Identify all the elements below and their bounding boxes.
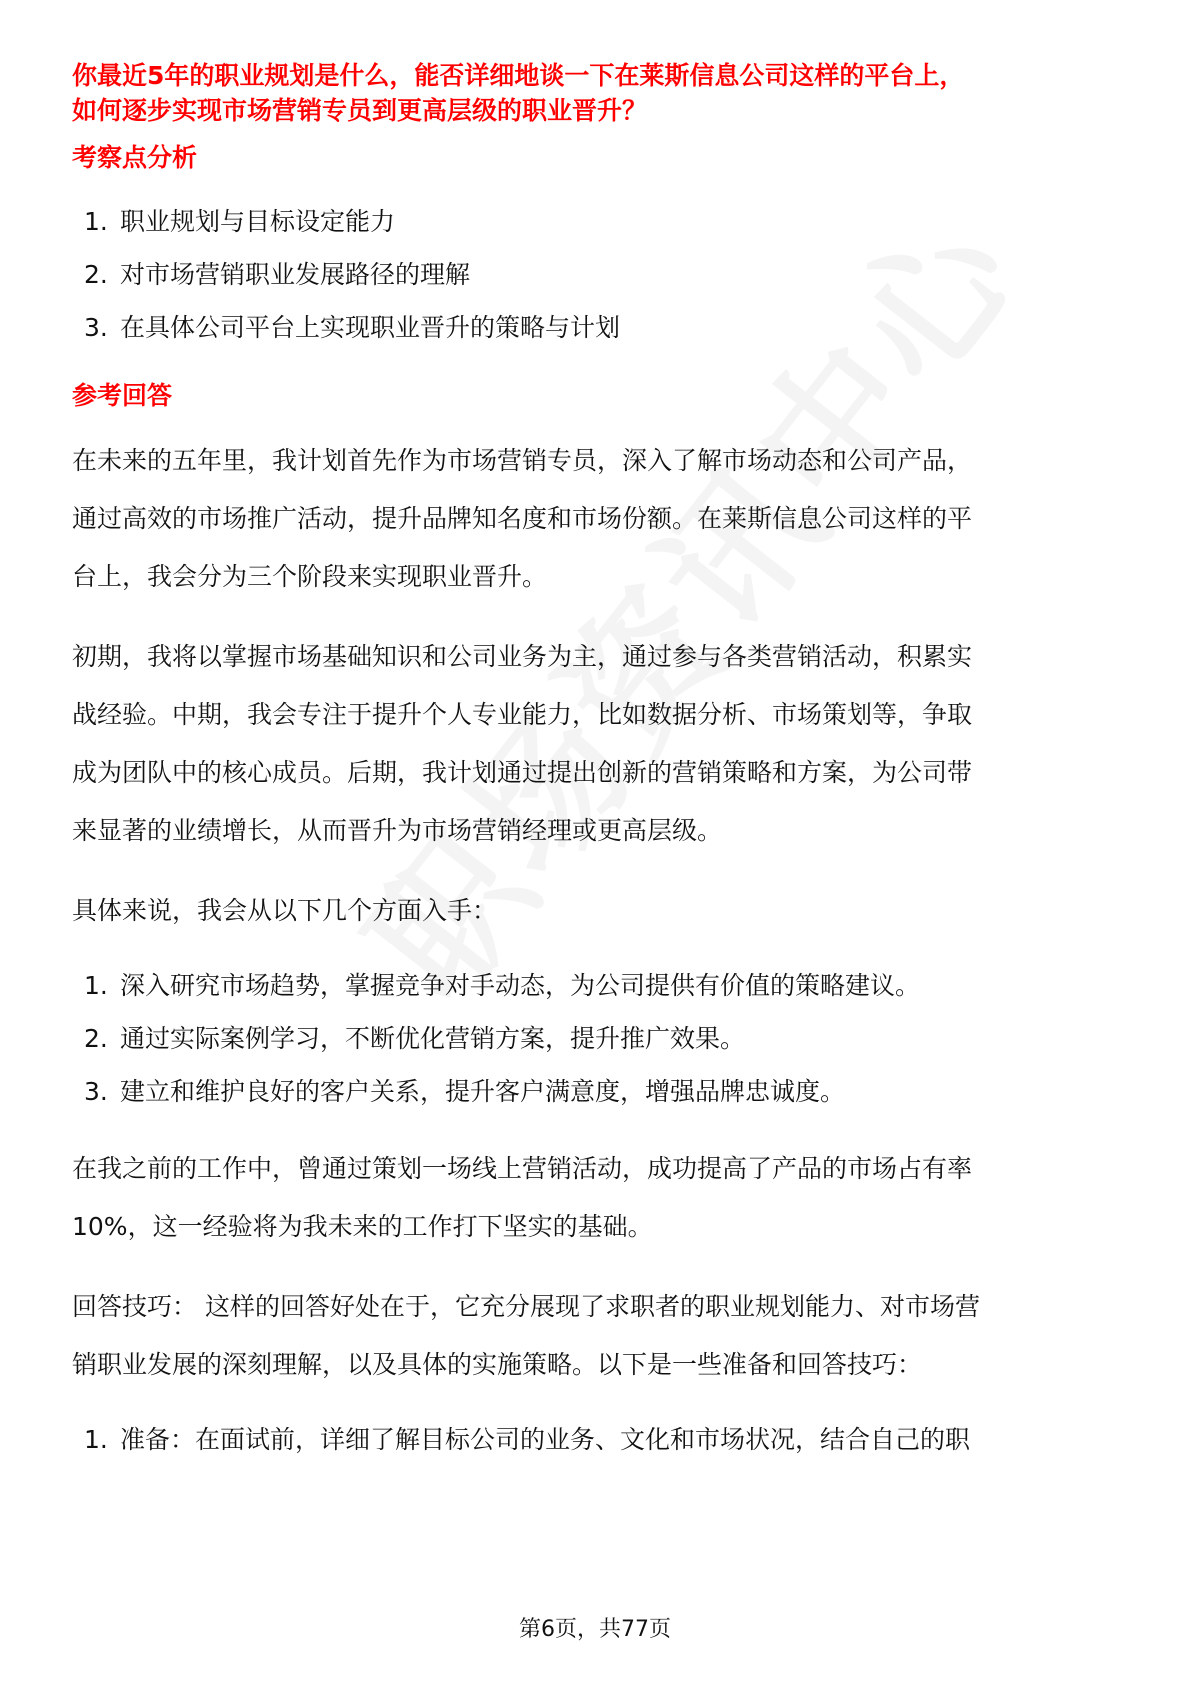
paragraph-line: 10%，这一经验将为我未来的工作打下坚实的基础。 — [72, 1212, 653, 1241]
tips-paragraph — [72, 1278, 1122, 1394]
list-item-text: 建立和维护良好的客户关系，提升客户满意度，增强品牌忠诚度。 — [120, 1077, 846, 1106]
paragraph-line: 在我之前的工作中，曾通过策划一场线上营销活动，成功提高了产品的市场占有率 — [72, 1154, 973, 1183]
question-line-2: 如何逐步实现市场营销专员到更高层级的职业晋升？ — [72, 96, 648, 125]
paragraph-line: 在未来的五年里，我计划首先作为市场营销专员，深入了解市场动态和公司产品， — [72, 446, 973, 475]
answer-intro-paragraph — [72, 432, 1122, 606]
list-number: 1. — [84, 1425, 108, 1454]
list-number: 3. — [84, 1077, 108, 1106]
list-item — [72, 968, 1122, 1004]
page-number: 第6页，共77页 — [519, 1617, 671, 1642]
specific-intro: 具体来说，我会从以下几个方面入手： — [72, 896, 498, 925]
list-item — [72, 310, 1122, 346]
list-item — [72, 257, 1122, 293]
paragraph-line: 战经验。中期，我会专注于提升个人专业能力，比如数据分析、市场策划等，争取 — [72, 700, 973, 729]
list-number: 3. — [84, 313, 108, 342]
question-line-1: 你最近5年的职业规划是什么，能否详细地谈一下在莱斯信息公司这样的平台上， — [72, 61, 965, 90]
list-number: 1. — [84, 207, 108, 236]
list-item-text: 对市场营销职业发展路径的理解 — [120, 260, 471, 289]
list-item-text: 准备：在面试前，详细了解目标公司的业务、文化和市场状况，结合自己的职 — [120, 1425, 971, 1454]
analysis-heading: 考察点分析 — [72, 143, 198, 172]
list-item — [72, 204, 1122, 240]
list-item — [72, 1074, 1122, 1110]
paragraph-line: 台上，我会分为三个阶段来实现职业晋升。 — [72, 562, 548, 591]
document-body — [72, 58, 1122, 1458]
paragraph-line: 成为团队中的核心成员。后期，我计划通过提出创新的营销策略和方案，为公司带 — [72, 758, 973, 787]
tips-list — [72, 1422, 1122, 1458]
paragraph-line: 通过高效的市场推广活动，提升品牌知名度和市场份额。在莱斯信息公司这样的平 — [72, 504, 973, 533]
paragraph-line: 初期，我将以掌握市场基础知识和公司业务为主，通过参与各类营销活动，积累实 — [72, 642, 973, 671]
list-number: 2. — [84, 260, 108, 289]
list-item-text: 在具体公司平台上实现职业晋升的策略与计划 — [120, 313, 621, 342]
analysis-list — [72, 204, 1122, 346]
list-number: 1. — [84, 971, 108, 1000]
answer-stages-paragraph — [72, 628, 1122, 860]
paragraph-line: 回答技巧： 这样的回答好处在于，它充分展现了求职者的职业规划能力、对市场营 — [72, 1292, 980, 1321]
list-number: 2. — [84, 1024, 108, 1053]
question-title — [72, 58, 1122, 128]
list-item — [72, 1021, 1122, 1057]
specific-list — [72, 968, 1122, 1110]
paragraph-line: 来显著的业绩增长，从而晋升为市场营销经理或更高层级。 — [72, 816, 723, 845]
list-item-text: 深入研究市场趋势，掌握竞争对手动态，为公司提供有价值的策略建议。 — [120, 971, 921, 1000]
experience-paragraph — [72, 1140, 1122, 1256]
list-item-text: 职业规划与目标设定能力 — [120, 207, 396, 236]
list-item — [72, 1422, 1122, 1458]
paragraph-line: 销职业发展的深刻理解，以及具体的实施策略。以下是一些准备和回答技巧： — [72, 1350, 923, 1379]
answer-heading: 参考回答 — [72, 381, 173, 410]
list-item-text: 通过实际案例学习，不断优化营销方案，提升推广效果。 — [120, 1024, 746, 1053]
